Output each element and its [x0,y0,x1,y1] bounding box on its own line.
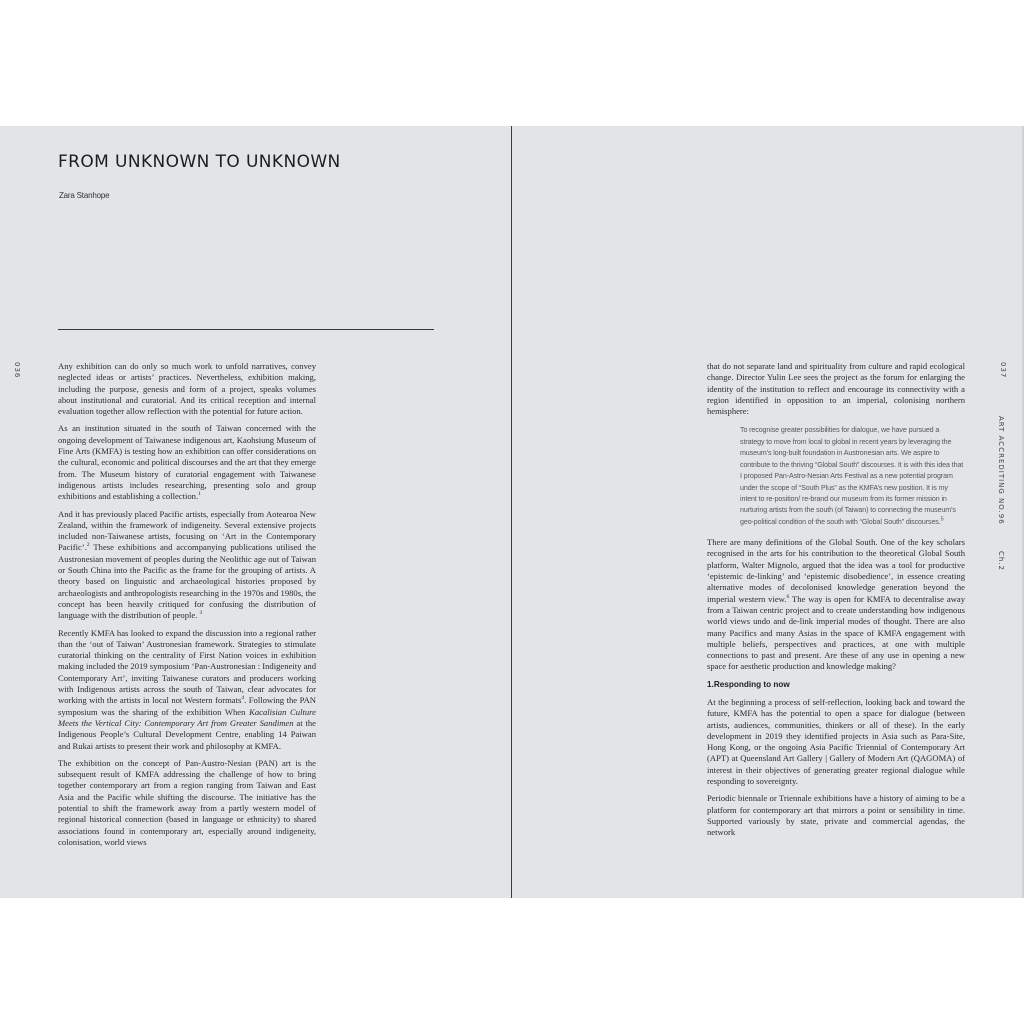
paragraph: And it has previously placed Pacific artists, especially from Aotearoa New Zealand, within the framework of indigeneity. Several extensive projects included non-Taiwanese artists, focusing on ‘Art in the Contemporary Pacific’.$^2$ These exhibitions and accompanying publications utilised the Austronesian movement of peoples during the Neolithic age out of Taiwan or South China into the Pacific as the frame for the grouping of artists. A theory based on linguistic and archaeological histories proposed by archaeologists and anthropologists researching in the 1970s and 1980s, the concept has been heavily critiqued for confusing the distribution of language with the distribution of people. $^3$ [58,508,316,621]
paragraph: As an institution situated in the south of Taiwan concerned with the ongoing development of Taiwanese indigenous art, Kaohsiung Museum of Fine Arts (KMFA) is testing how an exhibition can offer considerations on the cultural, economic and political discourses and the art that they emerge from. The Museum history of curatorial engagement with Taiwanese indigenous artists includes researching, presenting solo and group exhibitions and establishing a collection.$^1$ [58,423,316,502]
author-name: Zara Stanhope [59,191,110,200]
article-title: FROM UNKNOWN TO UNKNOWN [58,152,341,172]
footnote-ref: 6 [786,593,790,600]
gutter-line [511,126,512,898]
left-column [58,361,316,854]
section-heading: 1.Responding to now [707,679,790,689]
footnote-ref: 2 [86,542,90,549]
paragraph: Any exhibition can do only so much work to unfold narratives, convey neglected ideas or artists’ practices. Nevertheless, exhibition making, including the purpose, genesis and form of a project, speaks volumes about institutional and curatorial. And its critical reception and internal evaluation together allow reflection with the potential for future action. [58,361,316,417]
paragraph: There are many definitions of the Global South. One of the key scholars recognised in the arts for his contribution to the theoretical Global South platform, Walter Mignolo, argued that the idea was a tool for productive ‘epistemic de-linking’ and ‘epistemic disobedience’, in essence creating alternative modes of decolonised knowledge generation beyond the imperial western view.$^6$ The way is open for KMFA to decentralise away from a Taiwan centric project and to create understanding how indigenous world views undo and de-link imperial modes of thought. There are also many Pacifics and many Asias in the space of KMFA engagement with multiple beliefs, perspectives and practices, at one with multiple connections to past and present. Are these of any use in opening a new space for aesthetic production and knowledge making? [707,537,965,672]
footnote-ref: 1 [198,491,201,498]
paragraph: Recently KMFA has looked to expand the discussion into a regional rather than the ‘out of Taiwan’ Austronesian framework. Strategies to stimulate curatorial thinking on the centrality of First Nation voices in exhibition making included the 2019 symposium ‘Pan-Austronesian : Indigeneity and Contemporary Art’, inviting Taiwanese curators and producers working with Indigenous artists across the south of Taiwan, clear advocates for working with the artists in local not Western formats$^4$. Following the PAN symposium was the sharing of the exhibition When Kacalisian Culture Meets the Vertical City: Contemporary Art from Greater Sandimen at the Indigenous People’s Cultural Development Centre, enabling 14 Paiwan and Rukai artists to present their work and philosophy at KMFA. [58,627,316,751]
right-column [707,361,965,845]
exhibition-title: Kacalisian Culture Meets the Vertical City: Contemporary Art from Greater Sandimen [58,706,316,728]
book-spread [0,126,1024,898]
chapter-label: Ch.2 [997,550,1005,571]
footnote-ref: 4 [241,695,245,702]
paragraph: Periodic biennale or Triennale exhibitions have a history of aiming to be a platform for contemporary art that mirrors a point or sensibility in time. Supported variously by state, private and commercial agendas, the network [707,793,965,838]
footnote-ref: 3 [199,610,203,617]
paragraph: At the beginning a process of self-reflection, looking back and toward the future, KMFA has the potential to open a space for dialogue (between artists, audiences, communities, thinkers or all of these). In the early development in 2019 they identified projects in Asia such as Para-Site, Hong Kong, or the ongoing Asia Pacific Triennial of Contemporary Art (APT) at Queensland Art Gallery | Gallery of Modern Art (QAGOMA) of interest in their objectives of generating greater regional dialogue while responding to sovereignty. [707,697,965,787]
paragraph: The exhibition on the concept of Pan-Austro-Nesian (PAN) art is the subsequent result of KMFA addressing the challenge of how to bring together contemporary art from a region ranging from Taiwan and East Asia and the Pacific while shifting the discourse. The initiative has the potential to shift the framework away from a partly western model of regional historical connection (based in language or ethnicity) to shared associations found in contemporary art, especially around indigeneity, colonisation, world views [58,757,316,847]
footnote-ref: 5 [940,516,944,523]
title-divider [58,329,434,330]
running-head [997,416,1005,571]
block-quote: To recognise greater possibilities for dialogue, we have pursued a strategy to move from local to global in recent years by leveraging the museum’s long-built foundation in Austronesian arts. We aspire to contribute to the thriving “Global South” discourses. It is with this idea that I proposed Pan-Astro-Nesian Arts Festival as a new potential program under the scope of “South Plus” as the KMFA’s new position. It is my intent to re-position/ re-brand our museum from its former mission in nurturing artists from the south (of Taiwan) to connecting the museum’s geo-political condition of the south with “Global South” discourses.$^5$ [740,426,964,526]
page-number-right: 037 [999,362,1007,379]
running-head-title: ART ACCREDITING NO.96 [997,416,1005,525]
page-number-left: 036 [13,362,21,379]
paragraph: that do not separate land and spirituality from culture and rapid ecological change. Director Yulin Lee sees the project as the forum for enlarging the identity of the institution to reflect and encourage its connectivity with a region identified in opposition to an imperial, colonising northern hemisphere: [707,361,965,417]
